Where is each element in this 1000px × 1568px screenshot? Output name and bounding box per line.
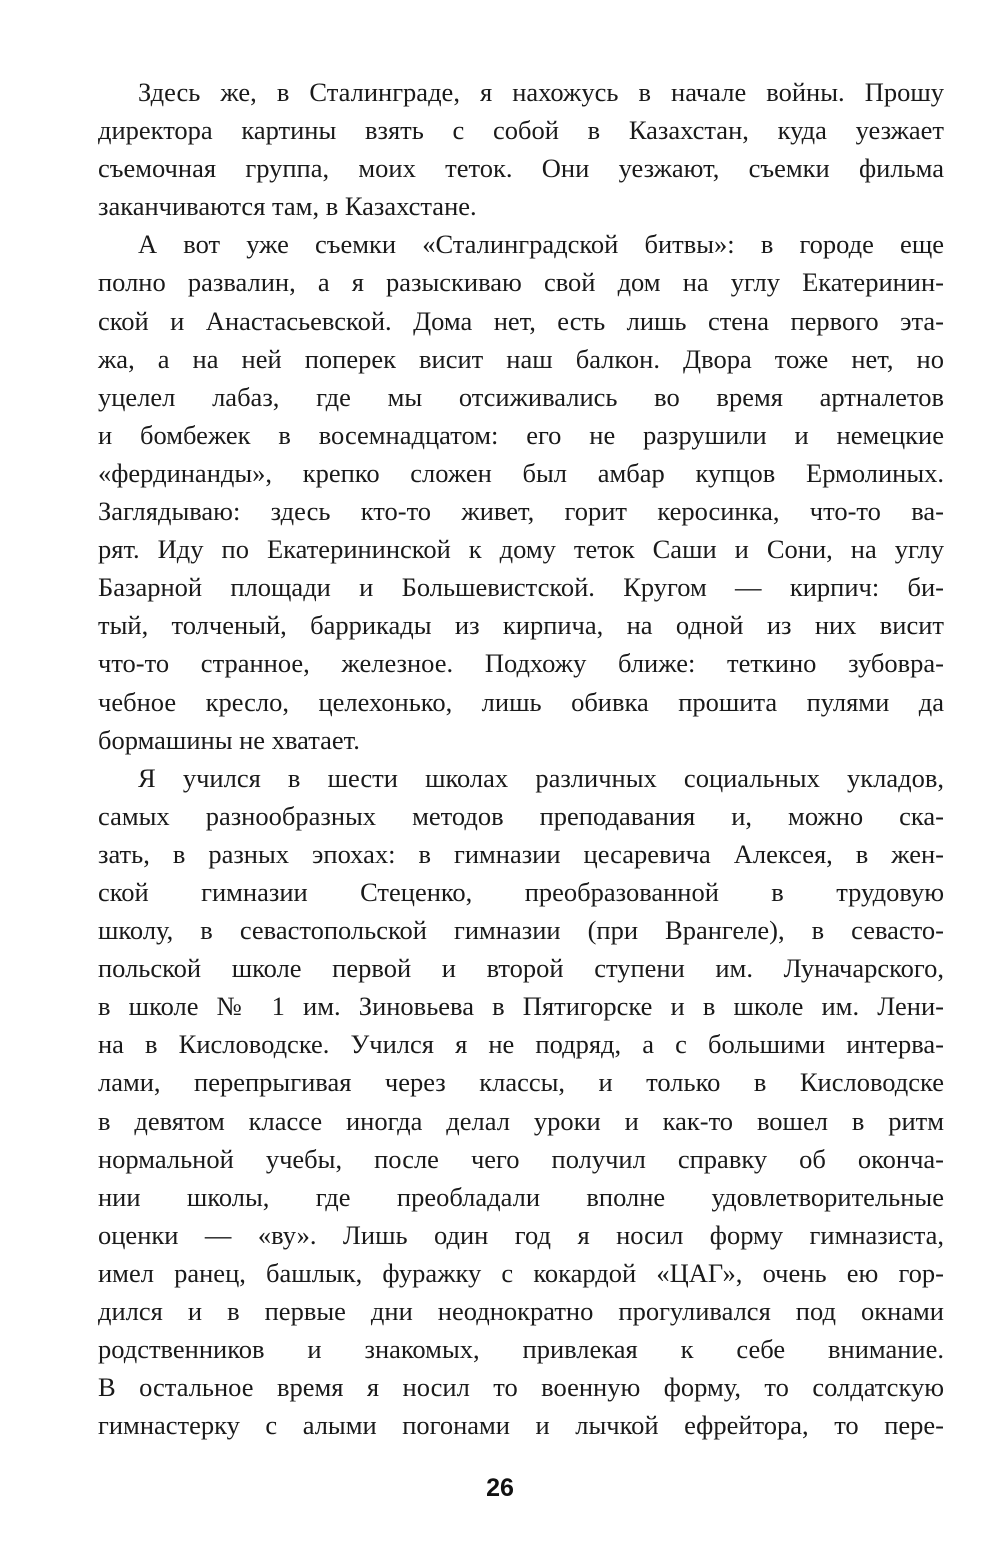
text-line: Здесь же, в Сталинграде, я нахожусь в начале войны. Прошу bbox=[138, 77, 944, 107]
text-line: школу, в севастопольской гимназии (при Врангеле), в севасто- bbox=[98, 915, 944, 946]
text-line: гимнастерку с алыми погонами и лычкой ефрейтора, то пере- bbox=[98, 1410, 944, 1441]
text-line: что-то странное, железное. Подхожу ближе: теткино зубовра- bbox=[98, 648, 944, 679]
text-line: нормальной учебы, после чего получил справку об оконча- bbox=[98, 1143, 944, 1174]
page-body bbox=[98, 73, 944, 1444]
text-line: заканчиваются там, в Казахстане. bbox=[98, 191, 477, 222]
text-line: нии школы, где преобладали вполне удовлетворительные bbox=[98, 1181, 944, 1212]
text-line: ской и Анастасьевской. Дома нет, есть лишь стена первого эта- bbox=[98, 305, 944, 336]
text-line: «фердинанды», крепко сложен был амбар купцов Ермолиных. bbox=[98, 457, 944, 488]
text-line: зать, в разных эпохах: в гимназии цесаревича Алексея, в жен- bbox=[98, 838, 944, 869]
text-line: польской школе первой и второй ступени им. Луначарского, bbox=[98, 953, 944, 984]
text-line: чебное кресло, целехонько, лишь обивка прошита пулями да bbox=[98, 686, 944, 717]
text-line: Заглядываю: здесь кто-то живет, горит керосинка, что-то ва- bbox=[98, 496, 944, 527]
text-line: бормашины не хватает. bbox=[98, 724, 360, 755]
paragraph bbox=[98, 73, 944, 225]
text-line: на в Кисловодске. Учился я не подряд, а с большими интерва- bbox=[98, 1029, 944, 1060]
page-number: 26 bbox=[486, 1474, 514, 1502]
text-line: уцелел лабаз, где мы отсиживались во время артналетов bbox=[98, 381, 944, 412]
text-line: Я учился в шести школах различных социальных укладов, bbox=[138, 762, 944, 793]
text-line: дился и в первые дни неоднократно прогуливался под окнами bbox=[98, 1296, 944, 1326]
text-line: А вот уже съемки «Сталинградской битвы»: в городе еще bbox=[138, 229, 944, 260]
text-line: самых разнообразных методов преподавания и, можно ска- bbox=[98, 800, 944, 831]
text-line: тый, толченый, баррикады из кирпича, на одной из них висит bbox=[98, 610, 944, 641]
text-line: В остальное время я носил то военную форму, то солдатскую bbox=[98, 1372, 944, 1403]
text-line: и бомбежек в восемнадцатом: его не разрушили и немецкие bbox=[98, 419, 944, 450]
text-line: рят. Иду по Екатерининской к дому теток Саши и Сони, на углу bbox=[98, 534, 944, 565]
text-line: директора картины взять с собой в Казахстан, куда уезжает bbox=[98, 115, 944, 146]
paragraph bbox=[98, 225, 944, 758]
text-line: оценки — «ву». Лишь один год я носил форму гимназиста, bbox=[98, 1219, 944, 1250]
text-line: лами, перепрыгивая через классы, и только в Кисловодске bbox=[98, 1067, 944, 1098]
text-line: полно развалин, а я разыскиваю свой дом на углу Екатеринин- bbox=[98, 267, 944, 298]
paragraph bbox=[98, 759, 944, 1445]
text-line: в девятом классе иногда делал уроки и как-то вошел в ритм bbox=[98, 1105, 944, 1136]
text-line: родственников и знакомых, привлекая к себе внимание. bbox=[98, 1334, 944, 1365]
text-line: жа, а на ней поперек висит наш балкон. Двора тоже нет, но bbox=[98, 343, 944, 374]
text-line: Базарной площади и Большевистской. Кругом — кирпич: би- bbox=[98, 572, 944, 603]
text-line: ской гимназии Стеценко, преобразованной в трудовую bbox=[98, 876, 944, 907]
text-line: имел ранец, башлык, фуражку с кокардой «ЦАГ», очень ею гор- bbox=[98, 1257, 944, 1288]
text-line: в школе № 1 им. Зиновьева в Пятигорске и в школе им. Лени- bbox=[98, 991, 944, 1022]
text-line: съемочная группа, моих теток. Они уезжают, съемки фильма bbox=[98, 153, 944, 184]
